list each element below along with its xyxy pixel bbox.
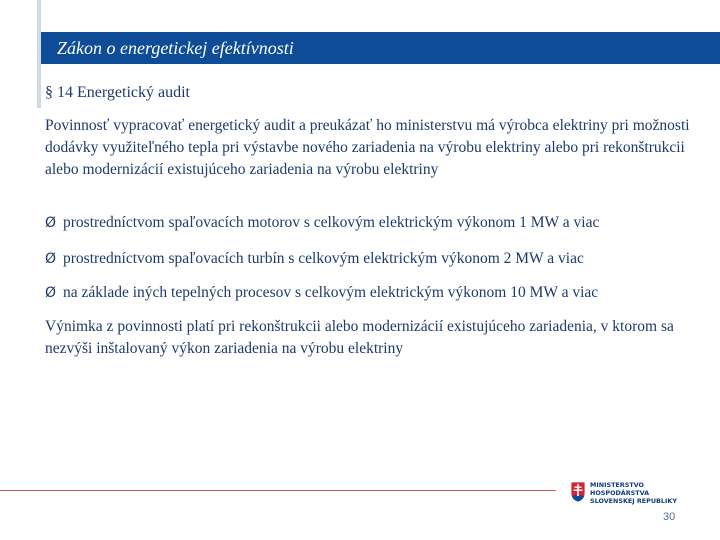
intro-paragraph: Povinnosť vypracovať energetický audit a preukázať ho ministerstvu má výrobca elektriny pri možnosti dodávky využiteľného tepla pri výstavbe nového zariadenia na výrobu elektriny alebo pri rekonštrukcii alebo modernizácií existujúceho zariadenia na výrobu elektriny: [45, 117, 690, 178]
ministry-line: HOSPODÁRSTVA: [590, 489, 650, 497]
title-bar: [41, 32, 720, 64]
bullet-item-2: [45, 249, 715, 269]
arrow-bullet-icon: Ø: [45, 285, 57, 301]
bullet-text: prostredníctvom spaľovacích motorov s celkovým elektrickým výkonom 1 MW a viac: [63, 214, 600, 231]
ministry-line: MINISTERSTVO: [590, 481, 644, 489]
bullet-item-3: [45, 283, 715, 303]
ministry-line: SLOVENSKEJ REPUBLIKY: [590, 497, 677, 505]
bullet-item-1: [45, 213, 715, 233]
footer-rule: [0, 490, 556, 491]
ministry-logo: [568, 478, 718, 510]
exception-paragraph: Výnimka z povinnosti platí pri rekonštrukcii alebo modernizácií existujúceho zariadenia, v ktorom sa nezvýši inštalovaný výkon zariadenia na výrobu elektriny: [45, 318, 674, 357]
slide-title: Zákon o energetickej efektívnosti: [57, 38, 294, 58]
page-number: 30: [663, 511, 676, 523]
bullet-text: prostredníctvom spaľovacích turbín s celkovým elektrickým výkonom 2 MW a viac: [63, 250, 584, 267]
slovak-coat-of-arms-icon: [570, 481, 586, 503]
bullet-text: na základe iných tepelných procesov s celkovým elektrickým výkonom 10 MW a viac: [63, 284, 599, 301]
arrow-bullet-icon: Ø: [45, 215, 57, 231]
section-heading: § 14 Energetický audit: [45, 84, 190, 101]
ministry-name: [590, 481, 677, 505]
arrow-bullet-icon: Ø: [45, 251, 57, 267]
